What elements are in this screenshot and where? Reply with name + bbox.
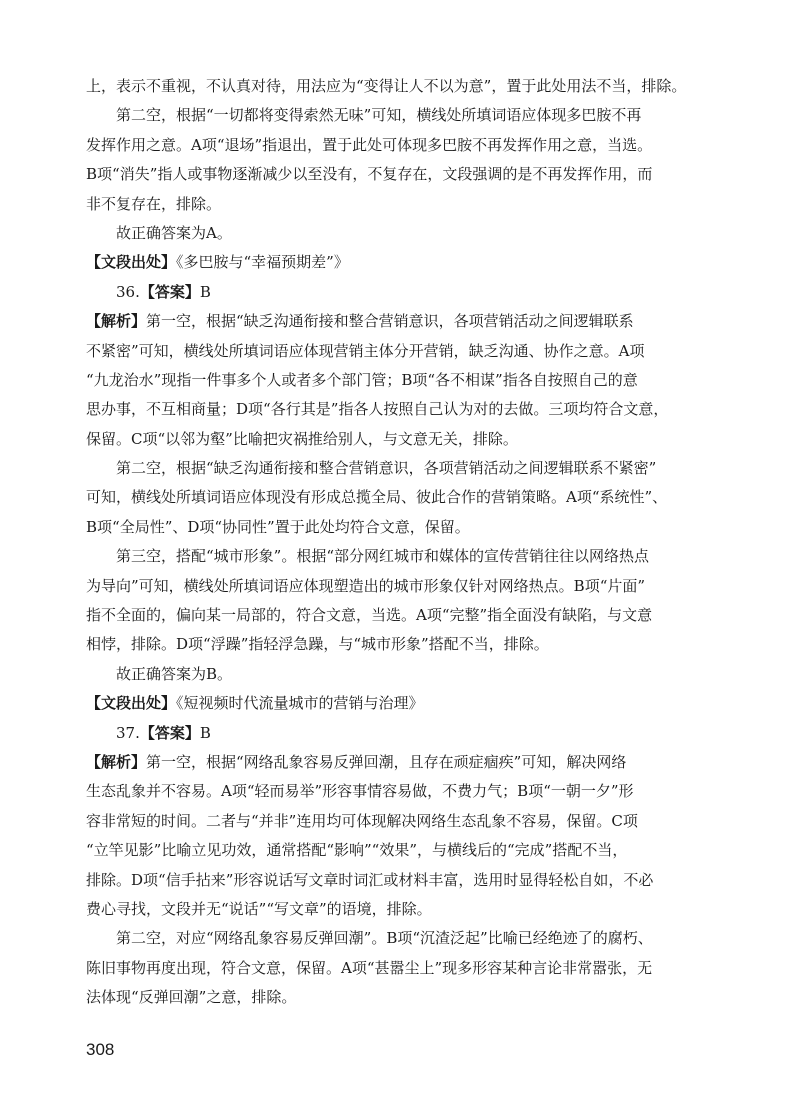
line-text: 相悖，排除。D项“浮躁”指轻浮急躁，与“城市形象”搭配不当，排除。 (86, 635, 549, 654)
text-line (86, 101, 718, 130)
line-text: B项“全局性”、D项“协同性”置于此处均符合文意，保留。 (86, 517, 470, 536)
line-text: 第一空，根据“缺乏沟通衔接和整合营销意识，各项营销活动之间逻辑联系 (146, 312, 634, 331)
page-body (86, 72, 718, 1013)
text-line (86, 454, 718, 483)
text-line (86, 836, 718, 865)
text-line (86, 954, 718, 983)
line-text: 第二空，根据“缺乏沟通衔接和整合营销意识，各项营销活动之间逻辑联系不紧密” (116, 459, 657, 478)
line-text: “九龙治水”现指一件事多个人或者多个部门管；B项“各不相谋”指各自按照自己的意 (86, 370, 638, 389)
text-line (86, 542, 718, 571)
text-line (86, 483, 718, 512)
text-line (86, 395, 718, 424)
line-text: B (199, 723, 211, 742)
text-line (86, 190, 718, 219)
line-text: 第一空，根据“网络乱象容易反弹回潮，且存在顽症痼疾”可知，解决网络 (146, 752, 627, 771)
text-line (86, 748, 718, 777)
line-text: B (199, 282, 211, 301)
text-line (86, 337, 718, 366)
text-line (86, 983, 718, 1012)
text-line (86, 924, 718, 953)
text-line (86, 160, 718, 189)
section-label: 【文段出处】 (86, 694, 177, 713)
section-label: 【解析】 (86, 752, 147, 771)
text-line (86, 601, 718, 630)
line-text: 不紧密”可知，横线处所填词语应体现营销主体分开营销，缺乏沟通、协作之意。A项 (86, 341, 645, 360)
text-line (86, 366, 718, 395)
line-text: 上，表示不重视，不认真对待，用法应为“变得让人不以为意”，置于此处用法不当，排除。 (86, 77, 687, 95)
question-number: 36. (116, 282, 140, 301)
line-text: 第二空，根据“一切都将变得索然无味”可知，横线处所填词语应体现多巴胺不再 (116, 106, 642, 125)
line-text: 指不全面的，偏向某一局部的，符合文意，当选。A项“完整”指全面没有缺陷，与文意 (86, 606, 653, 625)
text-line (86, 719, 718, 748)
line-text: 思办事，不互相商量；D项“各行其是”指各人按照自己认为对的去做。三项均符合文意， (86, 400, 669, 419)
text-line (86, 307, 718, 336)
text-line (86, 689, 718, 718)
question-number: 37. (116, 723, 140, 742)
line-text: 故正确答案为B。 (116, 664, 233, 683)
line-text: 生态乱象并不容易。A项“轻而易举”形容事情容易做，不费力气；B项“一朝一夕”形 (86, 782, 634, 801)
text-line (86, 278, 718, 307)
text-line (86, 866, 718, 895)
line-text: 发挥作用之意。A项“退场”指退出，置于此处可体现多巴胺不再发挥作用之意，当选。 (86, 135, 653, 154)
text-line (86, 72, 718, 101)
line-text: 陈旧事物再度出现，符合文意，保留。A项“甚嚣尘上”现多形容某种言论非常嚣张，无 (86, 958, 653, 977)
line-text: 第二空，对应“网络乱象容易反弹回潮”。B项“沉渣泛起”比喻已经绝迹了的腐朽、 (116, 929, 653, 948)
line-text: 排除。D项“信手拈来”形容说话写文章时词汇或材料丰富，选用时显得轻松自如，不必 (86, 870, 654, 889)
text-line (86, 425, 718, 454)
text-line (86, 660, 718, 689)
section-label: 【解析】 (86, 312, 147, 331)
text-line (86, 248, 718, 277)
line-text: 法体现“反弹回潮”之意，排除。 (86, 988, 297, 1007)
section-label: 【答案】 (139, 282, 200, 301)
line-text: 为导向”可知，横线处所填词语应体现塑造出的城市形象仅针对网络热点。B项“片面” (86, 576, 646, 595)
text-line (86, 630, 718, 659)
section-label: 【答案】 (139, 723, 200, 742)
line-text: 《短视频时代流量城市的营销与治理》 (176, 694, 424, 713)
line-text: B项“消失”指人或事物逐渐减少以至没有，不复存在，文段强调的是不再发挥作用，而 (86, 165, 653, 184)
line-text: “立竿见影”比喻立见功效，通常搭配“影响”“效果”，与横线后的“完成”搭配不当， (86, 841, 628, 860)
line-text: 故正确答案为A。 (116, 223, 232, 242)
text-line (86, 513, 718, 542)
text-line (86, 777, 718, 806)
text-line (86, 807, 718, 836)
line-text: 容非常短的时间。二者与“并非”连用均可体现解决网络生态乱象不容易，保留。C项 (86, 811, 638, 830)
line-text: 第三空，搭配“城市形象”。根据“部分网红城市和媒体的宣传营销往往以网络热点 (116, 547, 650, 566)
section-label: 【文段出处】 (86, 253, 177, 272)
line-text: 保留。C项“以邻为壑”比喻把灾祸推给别人，与文意无关，排除。 (86, 429, 518, 448)
text-line (86, 131, 718, 160)
line-text: 可知，横线处所填词语应体现没有形成总揽全局、彼此合作的营销策略。A项“系统性”、 (86, 488, 668, 507)
line-text: 《多巴胺与“幸福预期差”》 (176, 253, 349, 272)
page-number: 308 (86, 1040, 115, 1059)
line-text: 费心寻找，文段并无“说话”“写文章”的语境，排除。 (86, 899, 432, 918)
line-text: 非不复存在，排除。 (86, 194, 222, 213)
text-line (86, 895, 718, 924)
text-line (86, 219, 718, 248)
text-line (86, 572, 718, 601)
